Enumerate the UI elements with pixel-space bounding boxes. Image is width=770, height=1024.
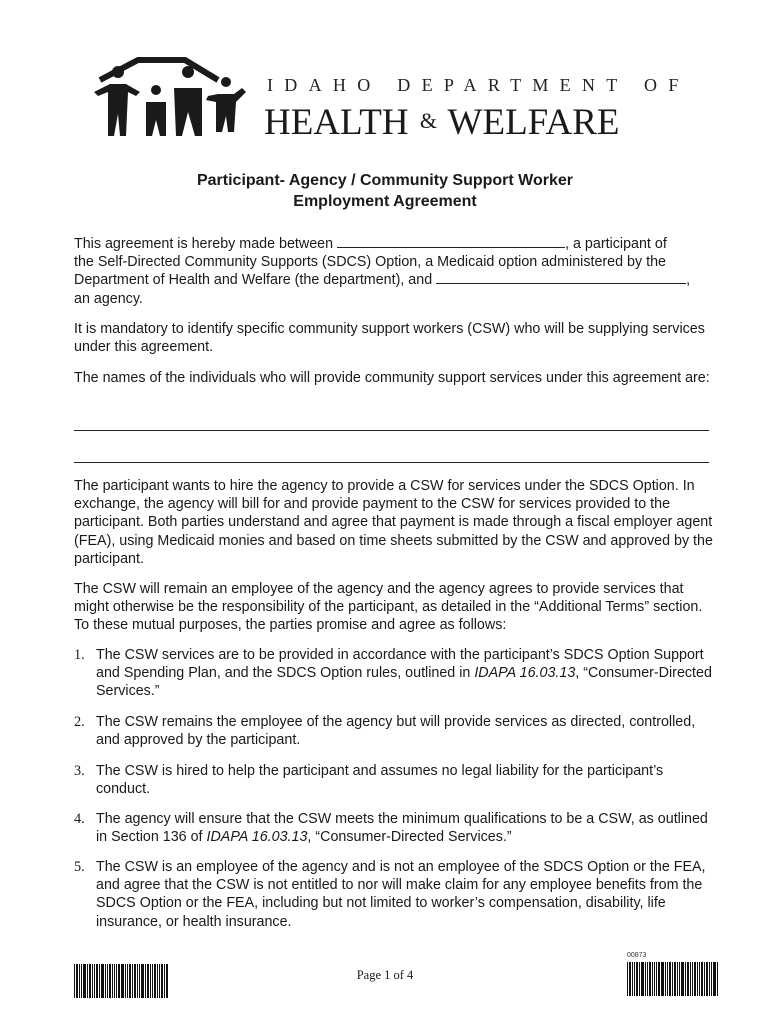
barcode-bar [701, 962, 703, 996]
agency-name-health: HEALTH [264, 102, 409, 143]
list-item [74, 713, 716, 749]
list-item-text: The CSW is an employee of the agency and is not an employee of the SDCS Option or the FEA, and agree that the CSW is not entitled to nor will make claim for any employee benefits from the SDCS Option or the FEA, including but not limited to worker’s compensation, disability, life insurance, or health insurance. [96, 859, 706, 930]
document-title-line2: Employment Agreement [293, 193, 477, 210]
barcode-bar [704, 962, 705, 996]
form-code: 00873 [627, 952, 647, 959]
barcode-bar [665, 962, 666, 996]
barcode-bar [639, 962, 640, 996]
barcode-bar [699, 962, 700, 996]
agency-name-field[interactable] [436, 271, 686, 284]
list-item-number: 3. [74, 763, 85, 779]
barcode-bar [717, 962, 718, 996]
list-item-number: 4. [74, 811, 85, 827]
barcode-bar [667, 962, 668, 996]
barcode-bar [652, 962, 653, 996]
barcode-bar [709, 962, 710, 996]
intro-line4: an agency. [74, 290, 143, 307]
intro-line1: This agreement is hereby made between , a participant of [74, 236, 667, 252]
barcode-bar [627, 962, 628, 996]
barcode-bar [711, 962, 712, 996]
barcode-bar [649, 962, 651, 996]
list-item [74, 646, 716, 701]
barcode-bar [692, 962, 693, 996]
csw-names-line-2[interactable] [74, 462, 709, 463]
intro-line2: the Self-Directed Community Supports (SDCS) Option, a Medicaid option administered by the [74, 254, 667, 271]
list-item-number: 1. [74, 647, 85, 663]
hire-paragraph: The participant wants to hire the agency to provide a CSW for services under the SDCS Option. In exchange, the agency will bill for and provide payment to the CSW for services provided to the participant. Both parties understand and agree that payment is made through a fiscal employer agent (FEA), using Medicaid monies and based on time sheets submitted by the CSW and approved by the participant. [74, 478, 713, 567]
barcode-bar [694, 962, 696, 996]
list-item-text: The CSW is hired to help the participant and assumes no legal liability for the participant’s conduct. [96, 763, 664, 798]
names-paragraph: The names of the individuals who will provide community support services under this agreement are: [74, 370, 710, 386]
list-item-number: 5. [74, 859, 85, 875]
agency-name-line1: IDAHO DEPARTMENT OF [267, 75, 690, 95]
employee-paragraph: The CSW will remain an employee of the agency and the agency agrees to provide services that might otherwise be the responsibility of the participant, as detailed in the “Additional Terms” section. To these mutual purposes, the parties promise and agree as follows: [74, 581, 703, 634]
barcode-bar [641, 962, 644, 996]
barcode-bar [636, 962, 638, 996]
barcode-bar [672, 962, 673, 996]
barcode-icon [627, 962, 722, 996]
barcode-bar [634, 962, 635, 996]
agency-name-ampersand: & [419, 108, 437, 133]
agency-name-welfare: WELFARE [447, 102, 620, 143]
barcode-bar [645, 962, 646, 996]
list-item-number: 2. [74, 714, 85, 730]
document-title-line1: Participant- Agency / Community Support Worker [196, 172, 574, 189]
barcode-bar [713, 962, 716, 996]
barcode-bar [697, 962, 698, 996]
barcode-bar [690, 962, 691, 996]
barcode-bar [685, 962, 686, 996]
list-item-text: The CSW remains the employee of the agency but will provide services as directed, controlled, and approved by the participant. [96, 714, 696, 749]
barcode-bar [658, 962, 660, 996]
intro-paragraph [74, 235, 716, 308]
barcode-bar [632, 962, 633, 996]
barcode-bar [647, 962, 648, 996]
barcode-bar [661, 962, 664, 996]
list-item [74, 762, 716, 798]
barcode-bar [681, 962, 684, 996]
list-item-text: The agency will ensure that the CSW meets the minimum qualifications to be a CSW, as outlined in Section 136 of IDAPA 16.03.13, “Consumer-Directed Services.” [96, 811, 708, 846]
barcode-bar [679, 962, 680, 996]
list-item [74, 858, 716, 931]
list-item [74, 810, 716, 846]
barcode-bar [654, 962, 655, 996]
csw-names-line-1[interactable] [74, 430, 709, 431]
barcode-bar [674, 962, 676, 996]
barcode-bar [629, 962, 631, 996]
family-figures-logo [90, 52, 250, 142]
page-number: Page 1 of 4 [356, 968, 414, 982]
barcode-bar [669, 962, 671, 996]
barcode-bar [706, 962, 708, 996]
barcode-bar [687, 962, 689, 996]
mandatory-paragraph: It is mandatory to identify specific community support workers (CSW) who will be supplying services under this agreement. [74, 321, 705, 356]
barcode-bar [677, 962, 678, 996]
agency-name-line2 [264, 101, 620, 144]
intro-line3: Department of Health and Welfare (the department), and , [74, 272, 691, 289]
barcode-bar [656, 962, 657, 996]
participant-name-field[interactable] [337, 235, 565, 248]
list-item-text: The CSW services are to be provided in accordance with the participant’s SDCS Option Support and Spending Plan, and the SDCS Option rules, outlined in IDAPA 16.03.13, “Consumer-Directed Services.” [96, 647, 712, 700]
